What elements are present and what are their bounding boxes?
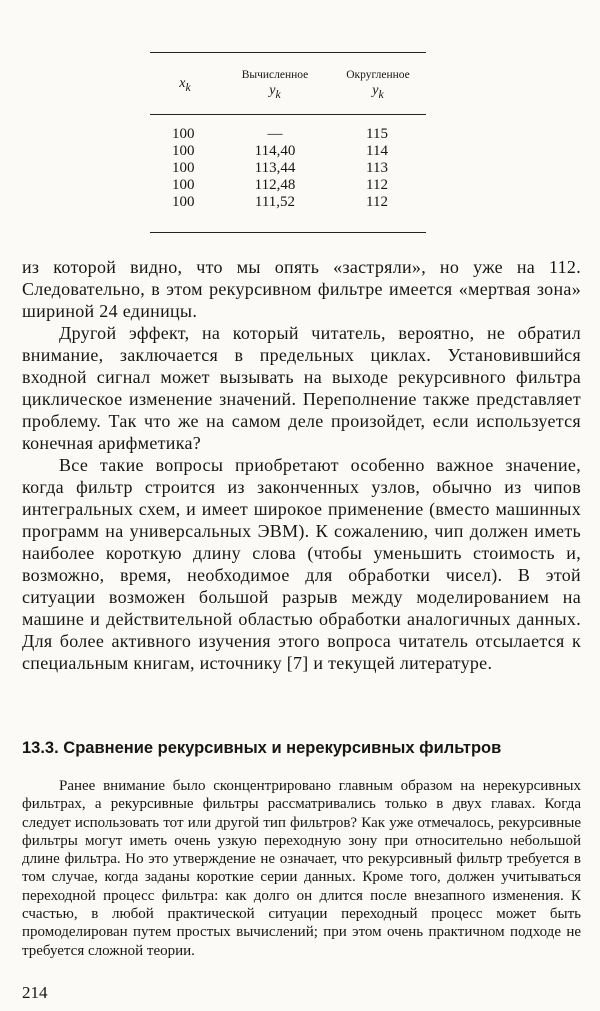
table-row: 100 114,40 114 <box>172 143 388 159</box>
paragraph: Другой эффект, на который читатель, вероятно, не обратил внимание, заключается в предельных циклах. Установившийся входной сигнал может вызывать на выходе рекурсивного фильтра циклическое изменение значений. Переполнение также представляет проблему. Так что же на самом деле произойдет, если используется конечная арифметика? <box>22 323 581 453</box>
paragraph: Ранее внимание было сконцентрировано главным образом на нерекурсивных фильтрах, а рекурсивные фильтры рассматривались только в двух главах. Когда следует использовать тот или другой тип фильтров? Как уже отмечалось, рекурсивные фильтры могут иметь очень узкую переходную зону при относительно небольшой длине фильтра. Но это утверждение не означает, что рекурсивный фильтр требуется в том случае, когда заданы короткие серии данных. Кроме того, должен учитываться переходной процесс фильтра: как долго он длится после внезапного изменения. К счастью, в любой практической ситуации переходный процесс может быть промоделирован путем простых вычислений; при этом очень практичном подходе не требуется сложной теории. <box>22 778 581 959</box>
table-row: 100 — 115 <box>172 126 388 142</box>
table-row: 100 112,48 112 <box>172 177 388 193</box>
section-heading: 13.3. Сравнение рекурсивных и нерекурсивных фильтров <box>22 739 502 757</box>
table-top-rule <box>150 52 426 53</box>
table-row: 100 113,44 113 <box>172 160 388 176</box>
page-number: 214 <box>22 983 48 1002</box>
header-calculated: Вычисленное $y_k$ <box>241 69 309 101</box>
table-bottom-rule <box>150 232 426 233</box>
header-rounded: Округленное $y_k$ <box>346 69 410 101</box>
paragraph: из которой видно, что мы опять «застряли», но уже на 112. Следовательно, в этом рекурсивном фильтре имеется «мертвая зона» шириной 24 единицы. <box>22 257 581 321</box>
header-x: $x_k$ <box>179 76 191 94</box>
paragraph: Все такие вопросы приобретают особенно важное значение, когда фильтр строится из законченных узлов, обычно из чипов интегральных схем, и имеет широкое применение (вместо машинных программ на универсальных ЭВМ). К сожалению, чип должен иметь наиболее короткую длину слова (чтобы уменьшить стоимость и, возможно, время, необходимое для обработки чисел). В этой ситуации возможен большой разрыв между моделированием на машине и действительной областью обработки аналогичных данных. Для более активного изучения этого вопроса читатель отсылается к специальным книгам, источнику [7] и текущей литературе. <box>22 455 581 673</box>
table-row: 100 111,52 112 <box>172 194 388 210</box>
body-text <box>22 256 581 674</box>
table-header-rule <box>150 114 426 115</box>
section-body <box>22 777 581 960</box>
